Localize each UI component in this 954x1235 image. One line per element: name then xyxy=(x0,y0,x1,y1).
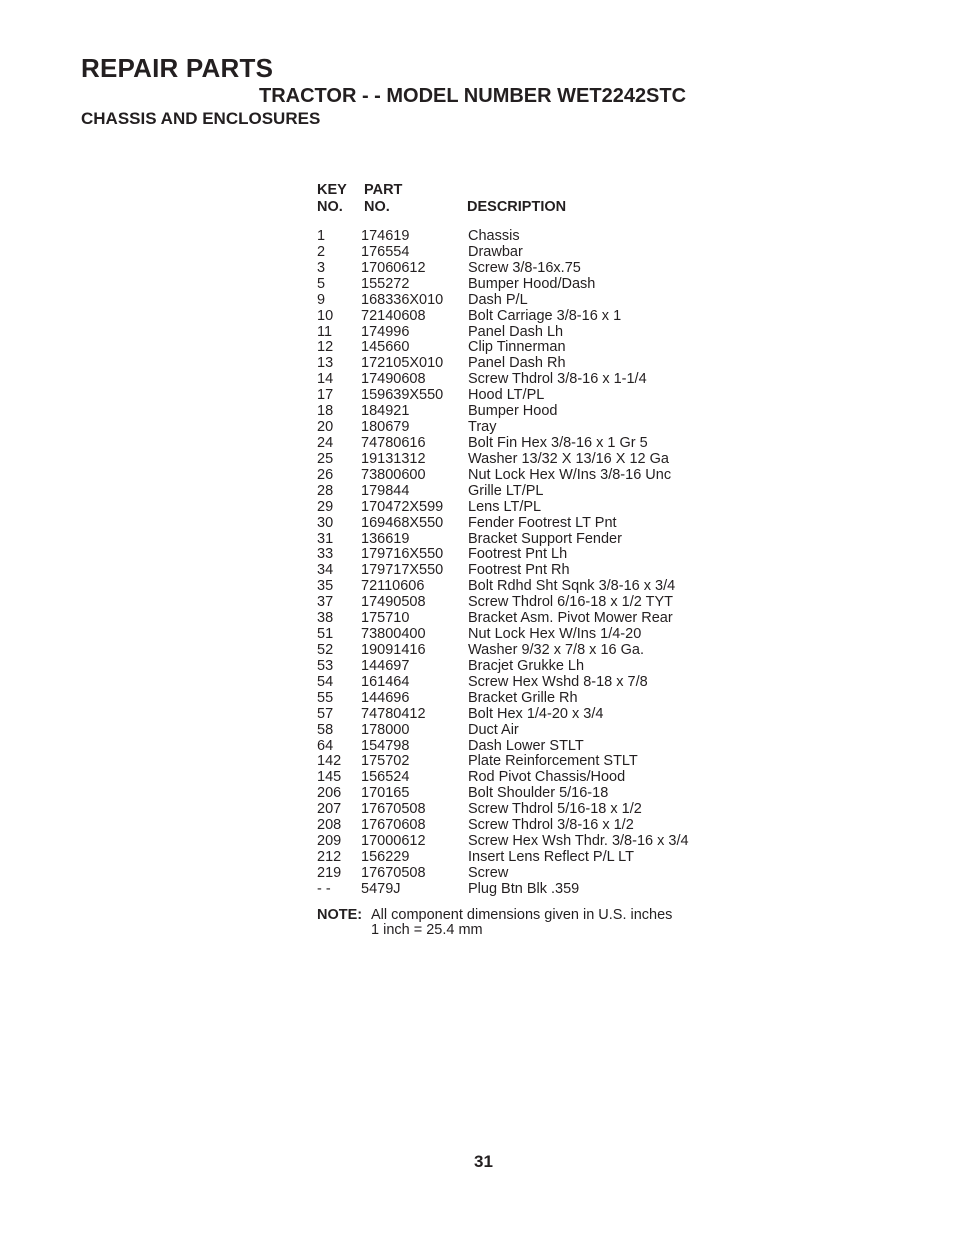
key-number: 58 xyxy=(317,721,334,738)
column-header-description: DESCRIPTION xyxy=(467,199,567,215)
part-number: 17060612 xyxy=(361,259,426,276)
part-number: 17670608 xyxy=(361,817,426,834)
part-number: 156524 xyxy=(361,769,410,786)
part-description: Screw Thdrol 5/16-18 x 1/2 xyxy=(468,801,642,818)
key-number: 29 xyxy=(317,498,334,515)
part-number: 136619 xyxy=(361,530,410,547)
part-number: 145660 xyxy=(361,339,410,356)
part-description: Dash P/L xyxy=(468,291,528,308)
key-number: - - xyxy=(317,880,331,897)
key-number: 57 xyxy=(317,705,334,722)
key-number: 31 xyxy=(317,530,334,547)
part-description: Grille LT/PL xyxy=(468,482,544,499)
key-number: 209 xyxy=(317,833,342,850)
key-number: 145 xyxy=(317,769,342,786)
part-description: Bolt Rdhd Sht Sqnk 3/8-16 x 3/4 xyxy=(468,578,676,595)
part-number: 17490608 xyxy=(361,371,426,388)
key-number: 28 xyxy=(317,482,334,499)
key-number: 11 xyxy=(317,323,333,340)
key-number: 26 xyxy=(317,466,334,483)
part-number: 161464 xyxy=(361,673,410,690)
key-number: 38 xyxy=(317,610,334,627)
part-number: 159639X550 xyxy=(361,387,444,404)
part-number: 170472X599 xyxy=(361,498,444,515)
part-number: 155272 xyxy=(361,275,410,292)
part-number: 178000 xyxy=(361,721,410,738)
key-number: 53 xyxy=(317,657,334,674)
column-header-key-line1: KEY xyxy=(317,182,347,198)
part-number: 179716X550 xyxy=(361,546,444,563)
part-description: Bumper Hood xyxy=(468,403,558,420)
key-number: 3 xyxy=(317,259,326,276)
part-description: Bracket Grille Rh xyxy=(468,689,578,706)
part-description: Screw Hex Wsh Thdr. 3/8-16 x 3/4 xyxy=(468,833,689,850)
section-title: CHASSIS AND ENCLOSURES xyxy=(81,109,321,128)
column-header-part-line2: NO. xyxy=(364,199,390,215)
column-header-key xyxy=(317,182,347,216)
page-title: REPAIR PARTS xyxy=(81,53,274,83)
part-number: 19091416 xyxy=(361,641,426,658)
key-number: 20 xyxy=(317,419,334,436)
key-number: 12 xyxy=(317,339,334,356)
part-number: 144697 xyxy=(361,657,410,674)
part-number: 19131312 xyxy=(361,450,426,467)
part-description: Hood LT/PL xyxy=(468,387,545,404)
key-number: 54 xyxy=(317,673,334,690)
part-number: 170165 xyxy=(361,785,410,802)
part-number: 168336X010 xyxy=(361,291,444,308)
part-number: 169468X550 xyxy=(361,514,444,531)
page-number: 31 xyxy=(474,1152,493,1171)
part-number: 179717X550 xyxy=(361,562,444,579)
key-number: 52 xyxy=(317,641,334,658)
part-number: 5479J xyxy=(361,880,401,897)
part-number: 176554 xyxy=(361,243,410,260)
part-number: 17000612 xyxy=(361,833,426,850)
part-description: Screw xyxy=(468,864,509,881)
part-description: Bumper Hood/Dash xyxy=(468,275,596,292)
key-number: 35 xyxy=(317,578,334,595)
key-number: 219 xyxy=(317,864,342,881)
key-number: 17 xyxy=(317,387,334,404)
key-number: 51 xyxy=(317,626,334,643)
part-description: Nut Lock Hex W/Ins 1/4-20 xyxy=(468,626,642,643)
part-number: 72140608 xyxy=(361,307,426,324)
key-number: 1 xyxy=(317,228,326,244)
key-number: 9 xyxy=(317,291,326,308)
key-number: 25 xyxy=(317,450,334,467)
key-number: 33 xyxy=(317,546,334,563)
part-number: 144696 xyxy=(361,689,410,706)
part-number: 174996 xyxy=(361,323,410,340)
part-number: 74780412 xyxy=(361,705,426,722)
part-number: 175702 xyxy=(361,753,410,770)
part-description: Footrest Pnt Lh xyxy=(468,546,568,563)
part-number: 180679 xyxy=(361,419,410,436)
part-description: Duct Air xyxy=(468,721,519,738)
part-description: Bolt Carriage 3/8-16 x 1 xyxy=(468,307,622,324)
part-number: 73800400 xyxy=(361,626,426,643)
key-number: 5 xyxy=(317,275,326,292)
key-number: 14 xyxy=(317,371,334,388)
part-number: 154798 xyxy=(361,737,410,754)
part-description: Bolt Shoulder 5/16-18 xyxy=(468,785,609,802)
part-number: 17670508 xyxy=(361,801,426,818)
part-description: Bracket Asm. Pivot Mower Rear xyxy=(468,610,673,627)
key-number: 24 xyxy=(317,434,334,451)
part-number: 73800600 xyxy=(361,466,426,483)
part-number: 184921 xyxy=(361,403,410,420)
key-number: 207 xyxy=(317,801,342,818)
part-description: Plug Btn Blk .359 xyxy=(468,880,580,897)
key-number: 13 xyxy=(317,355,334,372)
key-number: 208 xyxy=(317,817,342,834)
part-number: 74780616 xyxy=(361,434,426,451)
part-description: Dash Lower STLT xyxy=(468,737,584,754)
part-description: Bolt Fin Hex 3/8-16 x 1 Gr 5 xyxy=(468,434,648,451)
part-description: Panel Dash Rh xyxy=(468,355,566,372)
part-number: 172105X010 xyxy=(361,355,444,372)
key-number: 10 xyxy=(317,307,334,324)
part-number: 156229 xyxy=(361,848,410,865)
part-description: Screw Thdrol 6/16-18 x 1/2 TYT xyxy=(468,594,673,611)
part-number: 72110606 xyxy=(361,578,425,595)
key-number: 2 xyxy=(317,243,326,260)
column-header-key-line2: NO. xyxy=(317,199,343,215)
part-description: Plate Reinforcement STLT xyxy=(468,753,638,770)
key-number: 64 xyxy=(317,737,334,754)
key-number: 55 xyxy=(317,689,334,706)
note-line-1: All component dimensions given in U.S. inches xyxy=(371,907,673,923)
part-number: 179844 xyxy=(361,482,410,499)
part-description: Tray xyxy=(468,419,497,436)
model-subtitle: TRACTOR - - MODEL NUMBER WET2242STC xyxy=(259,85,687,107)
part-description: Fender Footrest LT Pnt xyxy=(468,514,617,531)
part-description: Rod Pivot Chassis/Hood xyxy=(468,769,626,786)
part-description: Bracjet Grukke Lh xyxy=(468,657,585,674)
part-description: Footrest Pnt Rh xyxy=(468,562,570,579)
part-number: 175710 xyxy=(361,610,410,627)
part-description: Drawbar xyxy=(468,243,523,260)
note-line-2: 1 inch = 25.4 mm xyxy=(371,922,483,938)
part-description: Screw 3/8-16x.75 xyxy=(468,259,581,276)
part-description: Bracket Support Fender xyxy=(468,530,622,547)
part-description: Screw Thdrol 3/8-16 x 1/2 xyxy=(468,817,634,834)
part-description: Screw Thdrol 3/8-16 x 1-1/4 xyxy=(468,371,647,388)
part-description: Insert Lens Reflect P/L LT xyxy=(468,848,635,865)
part-description: Bolt Hex 1/4-20 x 3/4 xyxy=(468,705,604,722)
key-number: 30 xyxy=(317,514,334,531)
part-description: Clip Tinnerman xyxy=(468,339,566,356)
note-label: NOTE: xyxy=(317,907,363,923)
key-number: 212 xyxy=(317,848,342,865)
column-header-part xyxy=(364,182,402,216)
part-number: 17490508 xyxy=(361,594,426,611)
part-description: Screw Hex Wshd 8-18 x 7/8 xyxy=(468,673,648,690)
part-number: 174619 xyxy=(361,228,410,244)
key-number: 206 xyxy=(317,785,342,802)
part-description: Chassis xyxy=(468,228,520,244)
key-number: 142 xyxy=(317,753,342,770)
key-number: 34 xyxy=(317,562,334,579)
part-number: 17670508 xyxy=(361,864,426,881)
part-description: Washer 9/32 x 7/8 x 16 Ga. xyxy=(468,641,644,658)
key-number: 37 xyxy=(317,594,334,611)
part-description: Lens LT/PL xyxy=(468,498,542,515)
part-description: Panel Dash Lh xyxy=(468,323,564,340)
key-number: 18 xyxy=(317,403,334,420)
part-description: Nut Lock Hex W/Ins 3/8-16 Unc xyxy=(468,466,672,483)
part-description: Washer 13/32 X 13/16 X 12 Ga xyxy=(468,450,669,467)
column-header-part-line1: PART xyxy=(364,182,403,198)
